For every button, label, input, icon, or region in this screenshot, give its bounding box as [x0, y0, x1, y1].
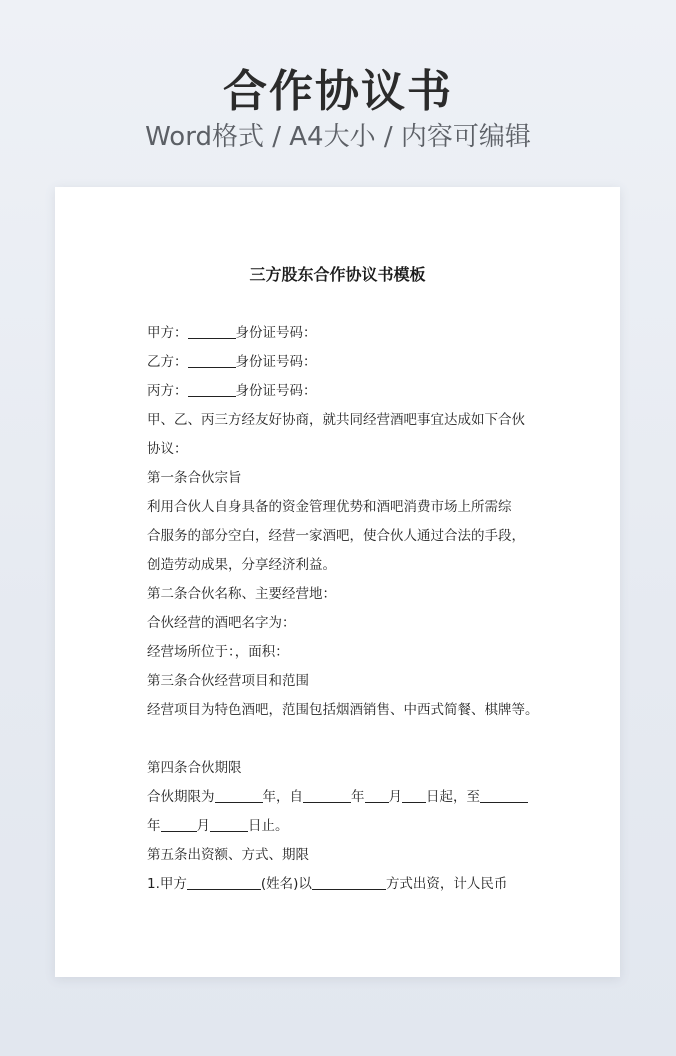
intro-line-1: 甲、乙、丙三方经友好协商，就共同经营酒吧事宜达成如下合伙	[147, 412, 525, 428]
party-a-id-label: 身份证号码：	[235, 325, 317, 341]
end-year-blank	[480, 787, 528, 803]
article-1-title: 第一条合伙宗旨	[147, 470, 242, 486]
party-c-id-label: 身份证号码：	[235, 383, 317, 399]
start-day-blank	[402, 787, 426, 803]
term-text-3: 年	[351, 789, 365, 805]
article-4-title: 第四条合伙期限	[147, 760, 242, 776]
paragraph-gap	[147, 725, 537, 754]
article-2-name: 合伙经营的酒吧名字为：	[147, 615, 296, 631]
article-3-title: 第三条合伙经营项目和范围	[147, 673, 309, 689]
article-1-line-1: 利用合伙人自身具备的资金管理优势和酒吧消费市场上所需综	[147, 499, 512, 515]
article-1-line-3: 创造劳动成果，分享经济利益。	[147, 557, 336, 573]
banner-title: 合作协议书	[223, 66, 453, 117]
article-5-text-b: (姓名)以	[260, 876, 312, 892]
party-b-label: 乙方：	[147, 354, 188, 370]
document-title: 三方股东合作协议书模板	[249, 265, 426, 284]
end-month-blank	[161, 816, 197, 832]
term-line-2	[147, 812, 537, 841]
article-5-text-a: 1.甲方	[147, 876, 187, 892]
article-1-line-2: 合服务的部分空白，经营一家酒吧，使合伙人通过合法的手段，	[147, 528, 525, 544]
term-text-4: 月	[388, 789, 402, 805]
end-day-blank	[210, 816, 248, 832]
start-year-blank	[303, 787, 351, 803]
term-line-1	[147, 783, 537, 812]
term-text-6: 年	[147, 818, 161, 834]
term-text-2: 年，自	[262, 789, 303, 805]
article-3-text: 经营项目为特色酒吧，范围包括烟酒销售、中西式简餐、棋牌等。	[147, 702, 539, 718]
article-2-place: 经营场所位于：，面积：	[147, 644, 289, 660]
term-text-5: 日起，至	[426, 789, 480, 805]
party-a-name-blank	[188, 323, 236, 339]
banner-subtitle: Word格式 / A4大小 / 内容可编辑	[145, 122, 531, 152]
party-c-line	[147, 377, 537, 406]
intro-line-2: 协议：	[147, 441, 188, 457]
party-b-id-label: 身份证号码：	[235, 354, 317, 370]
party-a-label: 甲方：	[147, 325, 188, 341]
article-5-text-c: 方式出资，计人民币	[385, 876, 508, 892]
start-month-blank	[365, 787, 389, 803]
party-b-line	[147, 348, 537, 377]
party-a-line	[147, 319, 537, 348]
party-c-name-blank	[188, 381, 236, 397]
article-2-title: 第二条合伙名称、主要经营地：	[147, 586, 336, 602]
party-c-label: 丙方：	[147, 383, 188, 399]
term-text-8: 日止。	[248, 818, 289, 834]
investor-name-blank	[187, 874, 261, 890]
article-5-line-1	[147, 870, 537, 899]
term-years-blank	[215, 787, 263, 803]
term-text-7: 月	[196, 818, 210, 834]
contribution-method-blank	[312, 874, 386, 890]
term-text-1: 合伙期限为	[147, 789, 215, 805]
document-page	[55, 187, 620, 977]
document-body	[147, 319, 537, 899]
article-5-title: 第五条出资额、方式、期限	[147, 847, 309, 863]
party-b-name-blank	[188, 352, 236, 368]
